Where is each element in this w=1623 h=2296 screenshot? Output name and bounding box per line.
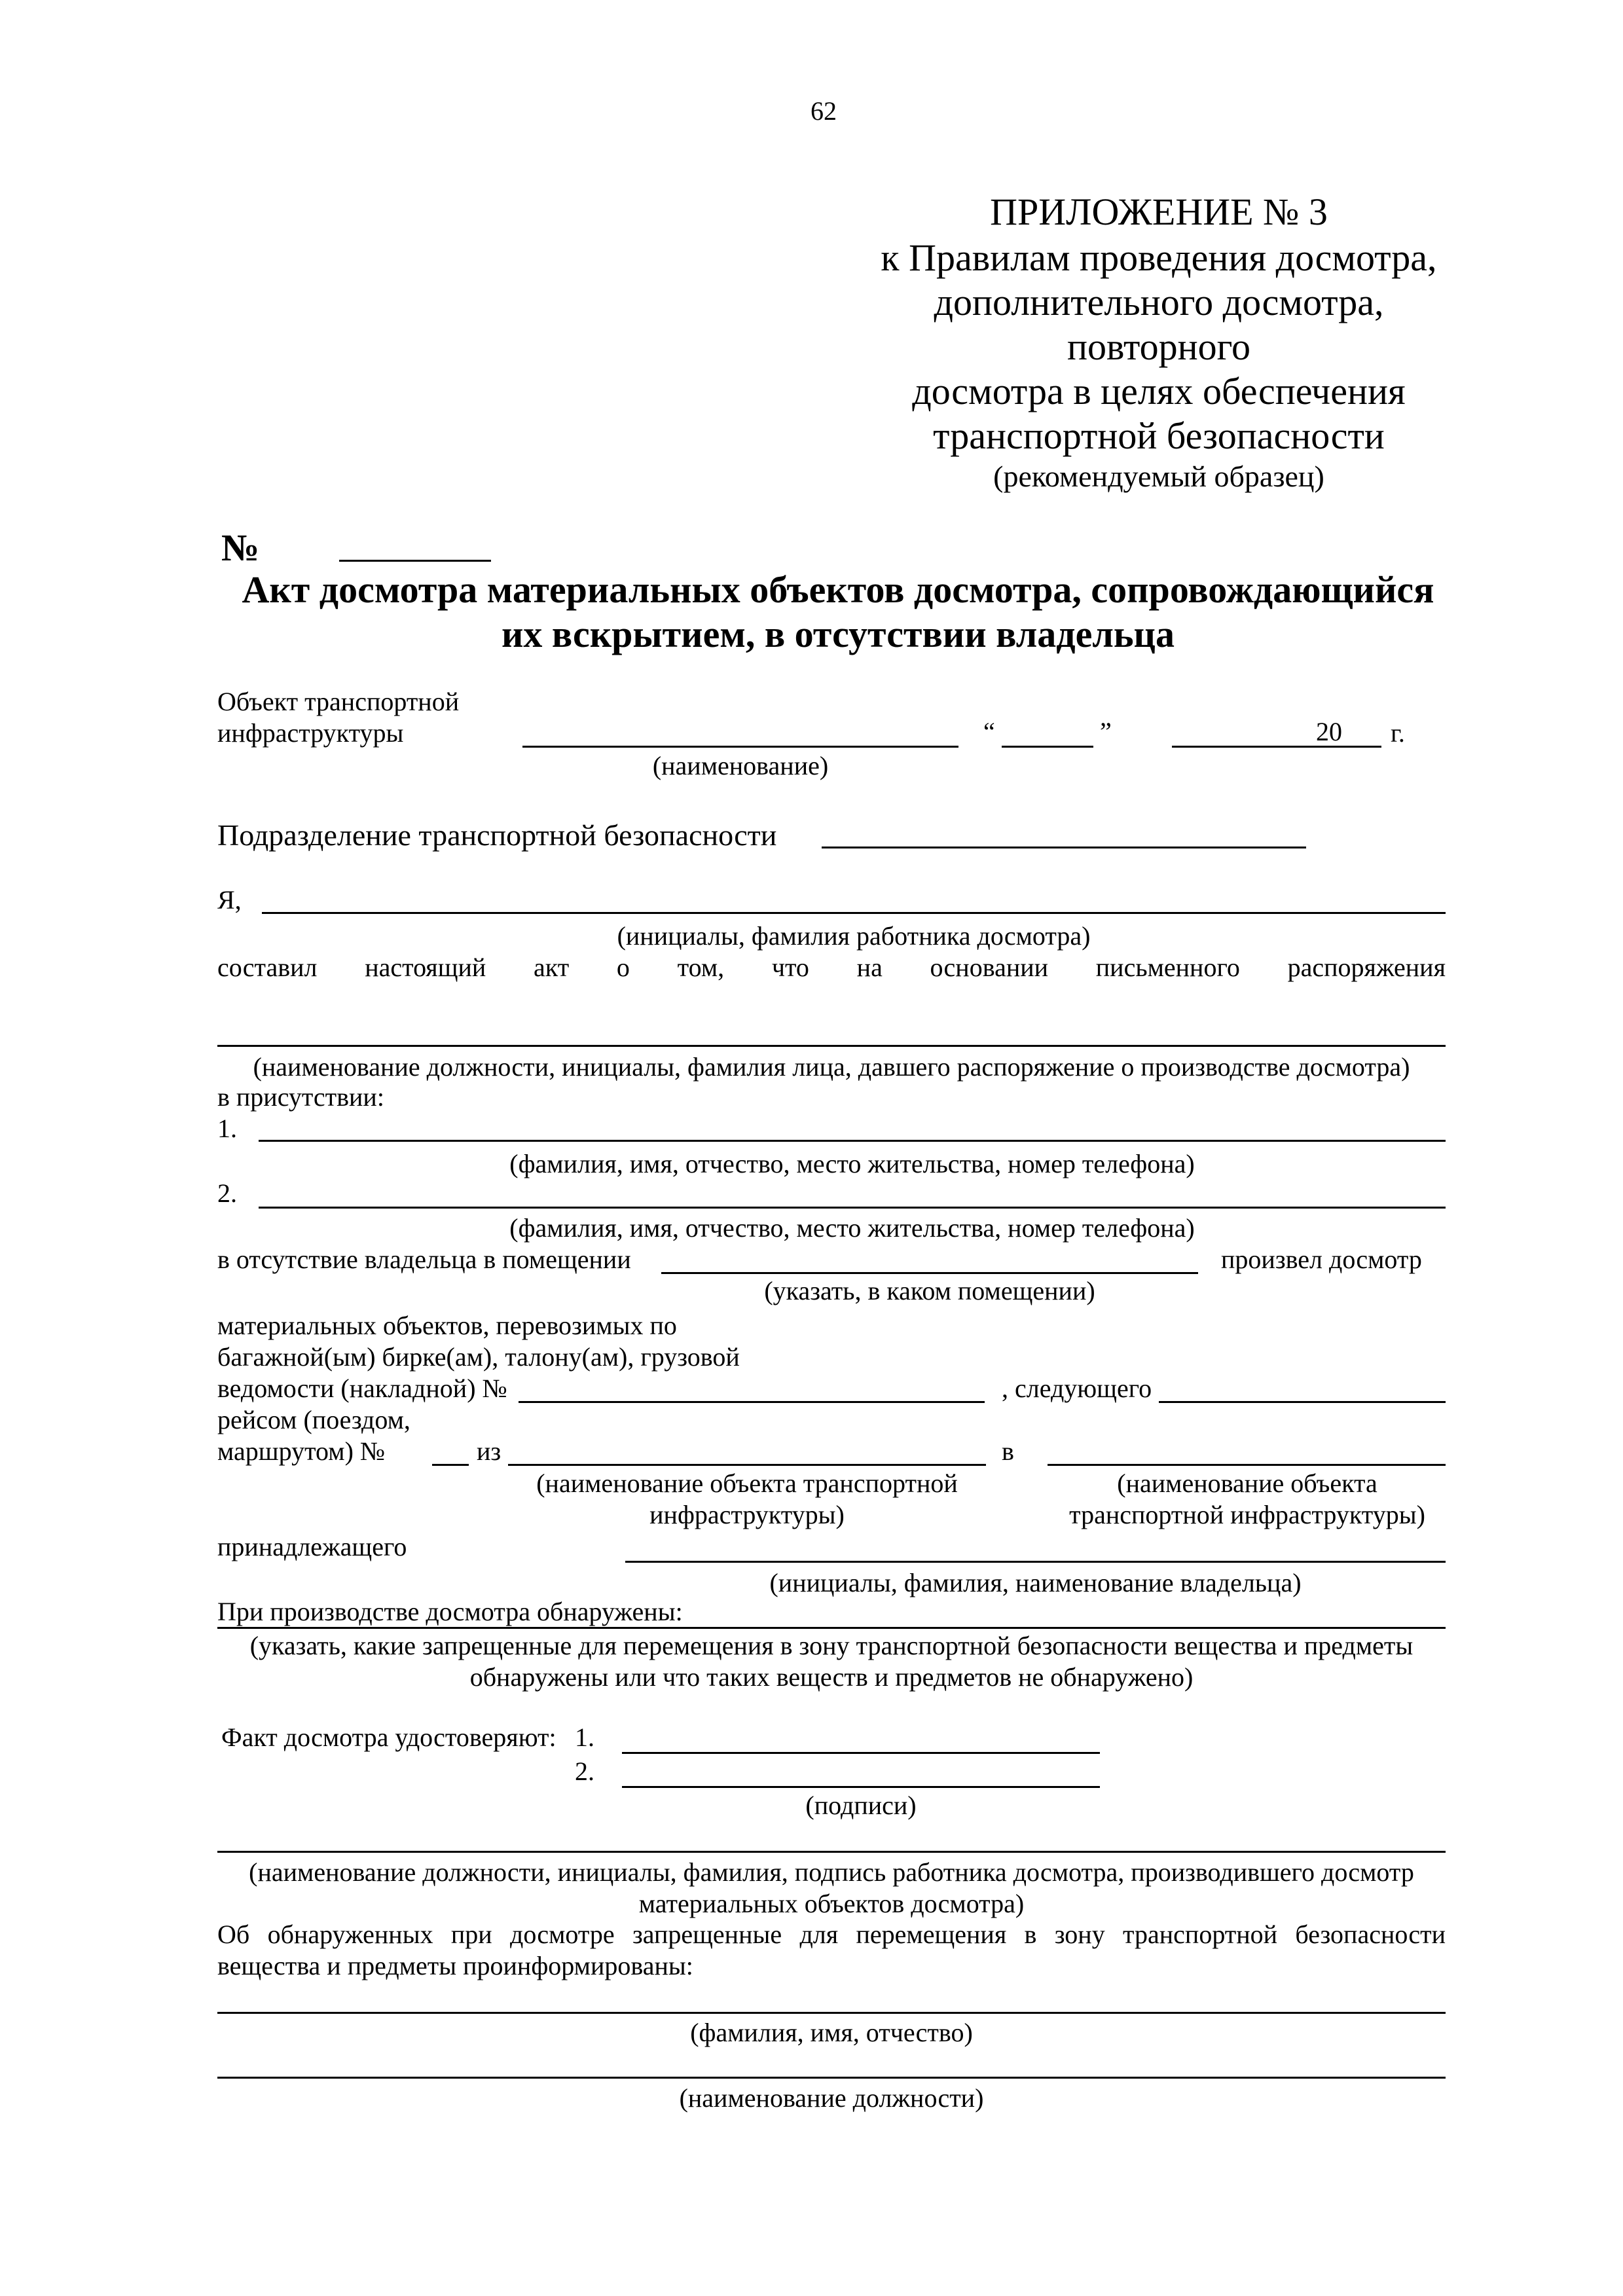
appendix-note: (рекомендуемый образец) <box>993 460 1324 493</box>
word: для <box>799 1920 839 1949</box>
objects-text: материальных объектов, перевозимых по <box>217 1311 677 1340</box>
order-issuer-field[interactable] <box>217 1045 1446 1047</box>
document-title-line1: Акт досмотра материальных объектов досмотра, сопровождающийся <box>242 568 1434 611</box>
page-number: 62 <box>811 96 837 126</box>
word: перемещения <box>856 1920 1007 1949</box>
informed-text: вещества и предметы проинформированы: <box>217 1951 693 1980</box>
owner-field[interactable] <box>625 1561 1446 1563</box>
witness-1-field[interactable] <box>259 1140 1446 1142</box>
following-field[interactable] <box>1159 1401 1446 1403</box>
year-suffix: г. <box>1391 718 1405 748</box>
found-field[interactable] <box>217 1627 1446 1629</box>
inspector-name-caption: (инициалы, фамилия работника досмотра) <box>617 921 1091 951</box>
object-name-field[interactable] <box>522 746 958 748</box>
object-label: инфраструктуры <box>217 718 404 748</box>
objects-text: маршрутом) № <box>217 1436 386 1466</box>
to-caption: (наименование объекта <box>1117 1468 1377 1498</box>
room-caption: (указать, в каком помещении) <box>764 1276 1095 1305</box>
word: запрещенные <box>632 1920 782 1949</box>
informed-name-caption: (фамилия, имя, отчество) <box>690 2018 973 2047</box>
word: письменного <box>1095 953 1240 982</box>
compiled-line <box>217 955 1446 981</box>
i-label: Я, <box>217 885 242 915</box>
word: зону <box>1054 1920 1105 1949</box>
appendix-line: досмотра в целях обеспечения <box>912 370 1406 412</box>
inspector-caption: (наименование должности, инициалы, фамилия, подпись работника досмотра, производившего досмотр <box>249 1857 1414 1887</box>
month-field[interactable] <box>1172 746 1381 748</box>
word: при <box>450 1920 492 1949</box>
witness-number: 1. <box>217 1114 237 1143</box>
word: распоряжения <box>1287 953 1446 982</box>
word: составил <box>217 953 318 982</box>
appendix-header <box>838 193 1480 501</box>
object-name-caption: (наименование) <box>652 751 829 780</box>
found-caption: обнаружены или что таких веществ и предметов не обнаружено) <box>469 1662 1194 1692</box>
room-suffix: произвел досмотр <box>1221 1245 1422 1274</box>
witness-2-field[interactable] <box>259 1207 1446 1209</box>
word: на <box>856 953 883 982</box>
word: акт <box>534 953 570 982</box>
objects-text: ведомости (накладной) № <box>217 1374 507 1403</box>
from-label: из <box>477 1436 501 1466</box>
room-label: в отсутствие владельца в помещении <box>217 1245 631 1274</box>
number-field[interactable] <box>339 560 491 562</box>
room-field[interactable] <box>661 1272 1198 1274</box>
word: настоящий <box>365 953 486 982</box>
from-caption: (наименование объекта транспортной <box>536 1468 958 1498</box>
appendix-line: повторного <box>1067 325 1250 368</box>
certify-number: 1. <box>575 1722 594 1752</box>
certify-number: 2. <box>575 1757 594 1786</box>
word: в <box>1024 1920 1037 1949</box>
appendix-line: транспортной безопасности <box>933 414 1385 457</box>
owner-caption: (инициалы, фамилия, наименование владельца) <box>769 1568 1302 1597</box>
document-title-line2: их вскрытием, в отсутствии владельца <box>501 613 1175 655</box>
informed-position-field[interactable] <box>217 2077 1446 2079</box>
owner-label: принадлежащего <box>217 1532 407 1561</box>
word: о <box>616 953 630 982</box>
objects-text: рейсом (поездом, <box>217 1405 410 1434</box>
found-label: При производстве досмотра обнаружены: <box>217 1597 683 1626</box>
subdivision-label: Подразделение транспортной безопасности <box>217 818 777 852</box>
signatures-caption: (подписи) <box>805 1791 917 1820</box>
subdivision-field[interactable] <box>822 847 1306 848</box>
order-issuer-caption: (наименование должности, инициалы, фамилия лица, давшего распоряжение о производстве досмотра) <box>253 1052 1410 1082</box>
signature-2-field[interactable] <box>622 1786 1100 1788</box>
year-prefix: 20 <box>1316 717 1342 746</box>
inspector-name-field[interactable] <box>262 912 1446 914</box>
appendix-title: ПРИЛОЖЕНИЕ № 3 <box>990 191 1328 233</box>
from-caption: инфраструктуры) <box>649 1500 845 1529</box>
word: досмотре <box>510 1920 615 1949</box>
route-number-field[interactable] <box>432 1464 469 1466</box>
waybill-number-field[interactable] <box>519 1401 985 1403</box>
word: том, <box>677 953 725 982</box>
word: транспортной <box>1123 1920 1278 1949</box>
inspector-caption: материальных объектов досмотра) <box>638 1889 1025 1918</box>
word: что <box>771 953 809 982</box>
quote-close: ” <box>1100 717 1112 746</box>
objects-text: багажной(ым) бирке(ам), талону(ам), грузовой <box>217 1342 740 1372</box>
number-label: № <box>221 526 260 569</box>
found-caption: (указать, какие запрещенные для перемещения в зону транспортной безопасности вещества и предметы <box>249 1631 1413 1660</box>
word: основании <box>930 953 1049 982</box>
following-label: , следующего <box>1002 1374 1152 1403</box>
informed-line <box>217 1922 1446 1948</box>
appendix-line: дополнительного досмотра, <box>934 281 1384 323</box>
witness-number: 2. <box>217 1178 237 1208</box>
to-label: в <box>1002 1436 1014 1466</box>
word: обнаруженных <box>267 1920 433 1949</box>
quote-open: “ <box>983 717 995 746</box>
word: безопасности <box>1295 1920 1446 1949</box>
certify-label: Факт досмотра удостоверяют: <box>221 1722 556 1752</box>
from-field[interactable] <box>508 1464 986 1466</box>
signature-1-field[interactable] <box>622 1752 1100 1754</box>
appendix-line: к Правилам проведения досмотра, <box>881 236 1437 279</box>
presence-label: в присутствии: <box>217 1082 384 1112</box>
object-label: Объект транспортной <box>217 687 460 716</box>
day-field[interactable] <box>1002 746 1093 748</box>
word: Об <box>217 1920 250 1949</box>
witness-caption: (фамилия, имя, отчество, место жительства, номер телефона) <box>509 1149 1195 1178</box>
inspector-field[interactable] <box>217 1851 1446 1853</box>
informed-name-field[interactable] <box>217 2012 1446 2014</box>
informed-position-caption: (наименование должности) <box>679 2083 984 2113</box>
to-field[interactable] <box>1048 1464 1446 1466</box>
witness-caption: (фамилия, имя, отчество, место жительства, номер телефона) <box>509 1213 1195 1243</box>
to-caption: транспортной инфраструктуры) <box>1069 1500 1425 1529</box>
